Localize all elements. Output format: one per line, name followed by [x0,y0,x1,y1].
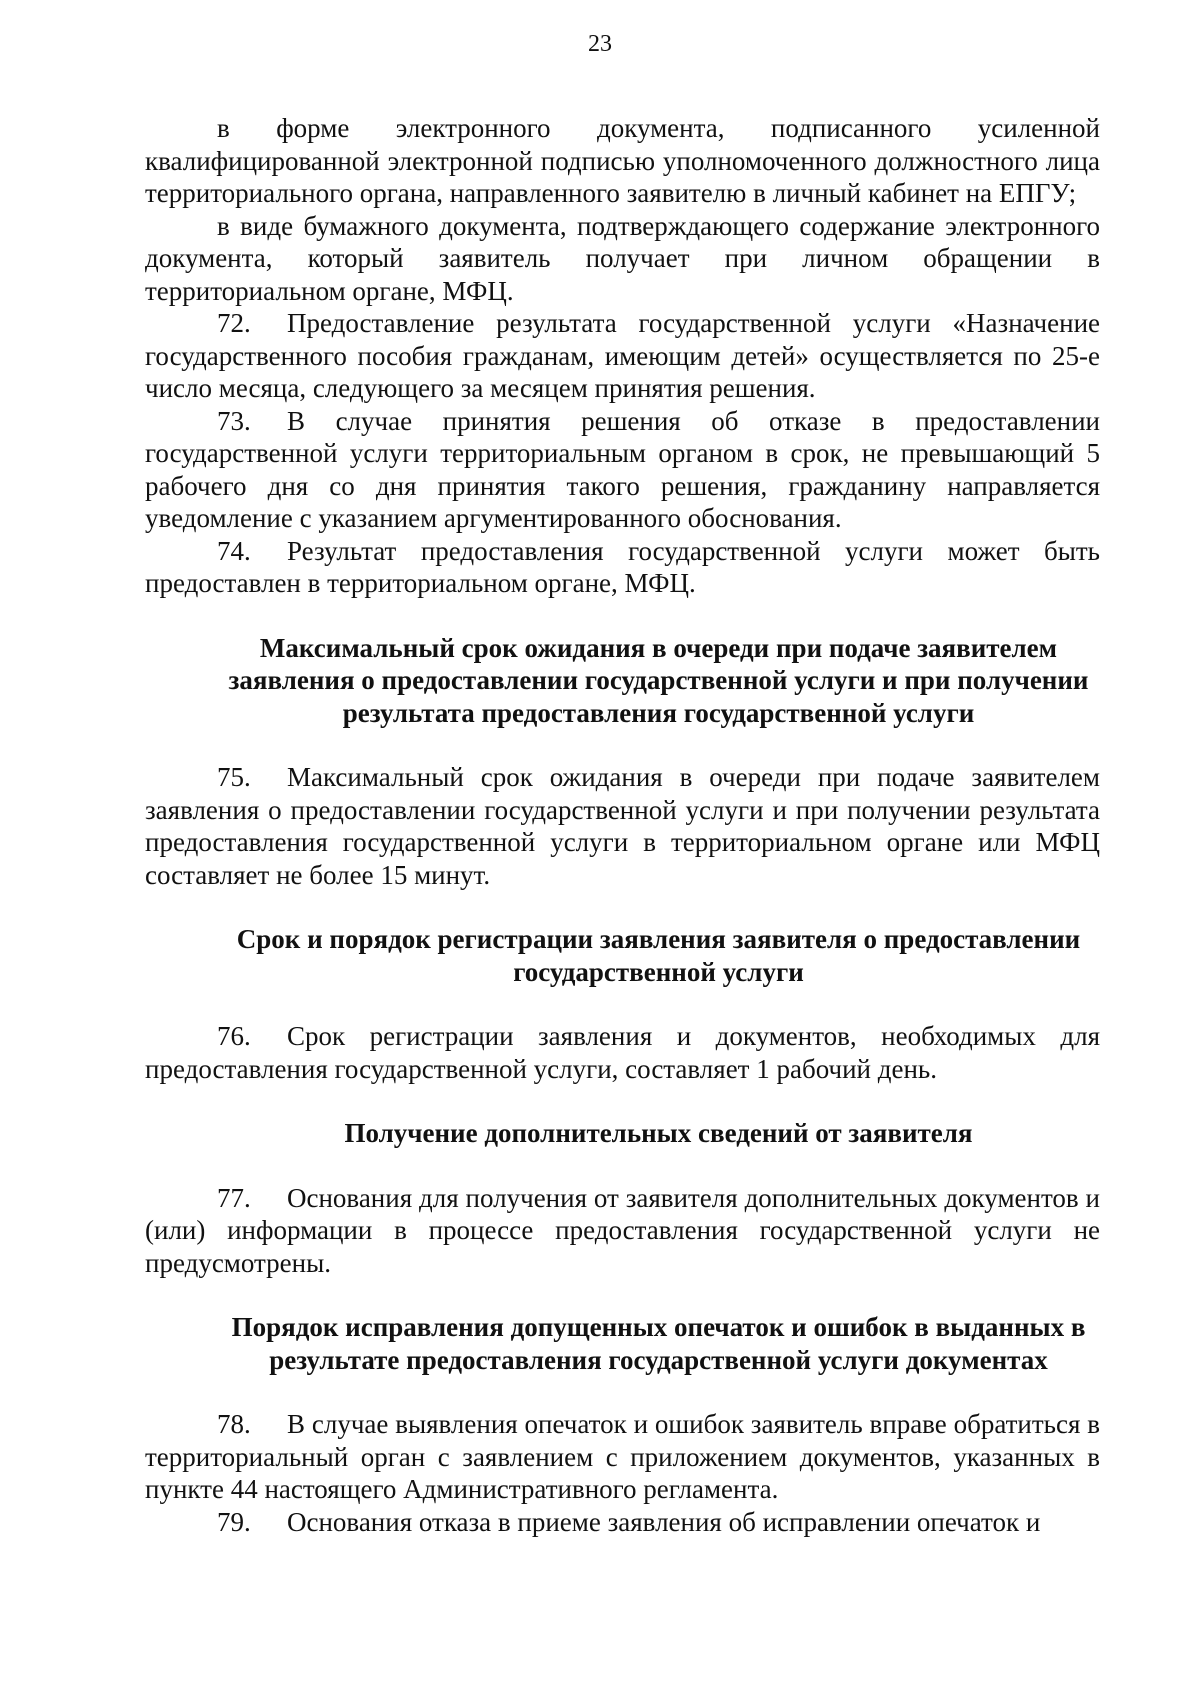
page-number: 23 [588,31,612,57]
paragraph-79: 79. Основания отказа в приеме заявления об исправлении опечаток и [217,1506,1041,1537]
paragraph-72: 72. Предоставление результата государственной услуги «Назначение государственного пособия гражданам, имеющим детей» осуществляется по 25-е число месяца, следующего за месяцем принятия решения. [145,308,1100,403]
paragraph-74: 74. Результат предоставления государственной услуги может быть предоставлен в территориальном органе, МФЦ. [145,535,1100,598]
paragraph-intro-2: в виде бумажного документа, подтверждающего содержание электронного документа, который заявитель получает при личном обращении в территориальном органе, МФЦ. [145,210,1100,306]
paragraph-75: 75. Максимальный срок ожидания в очереди при подаче заявителем заявления о предоставлении государственной услуги и при получении результата предоставления государственной услуги в территориальном органе или МФЦ составляет не более 15 минут. [145,762,1100,890]
paragraph-78: 78. В случае выявления опечаток и ошибок заявитель вправе обратиться в территориальный орган с заявлением с приложением документов, указанных в пункте 44 настоящего Административного регламента. [145,1409,1100,1504]
section-heading-corrections: Порядок исправления допущенных опечаток и ошибок в выданных в результате предоставления государственной услуги документах [231,1312,1086,1375]
section-heading-registration: Срок и порядок регистрации заявления заявителя о предоставлении государственной услуги [236,924,1081,987]
section-heading-queue-time: Максимальный срок ожидания в очереди при подаче заявителем заявления о предоставлении государственной услуги и при получении результата предоставления государственной услуги [228,632,1089,728]
paragraph-73: 73. В случае принятия решения об отказе в предоставлении государственной услуги территориальным органом в срок, не превышающий 5 рабочего дня со дня принятия такого решения, гражданину направляется уведомление с указанием аргументированного обоснования. [145,405,1100,533]
paragraph-76: 76. Срок регистрации заявления и документов, необходимых для предоставления государственной услуги, составляет 1 рабочий день. [145,1021,1100,1084]
section-heading-additional-info: Получение дополнительных сведений от заявителя [344,1118,973,1148]
paragraph-intro-1: в форме электронного документа, подписанного усиленной квалифицированной электронной подписью уполномоченного должностного лица территориального органа, направленного заявителю в личный кабинет на ЕПГУ; [145,113,1100,208]
paragraph-77: 77. Основания для получения от заявителя дополнительных документов и (или) информации в процессе предоставления государственной услуги не предусмотрены. [145,1182,1100,1278]
document-body [145,112,1100,1538]
